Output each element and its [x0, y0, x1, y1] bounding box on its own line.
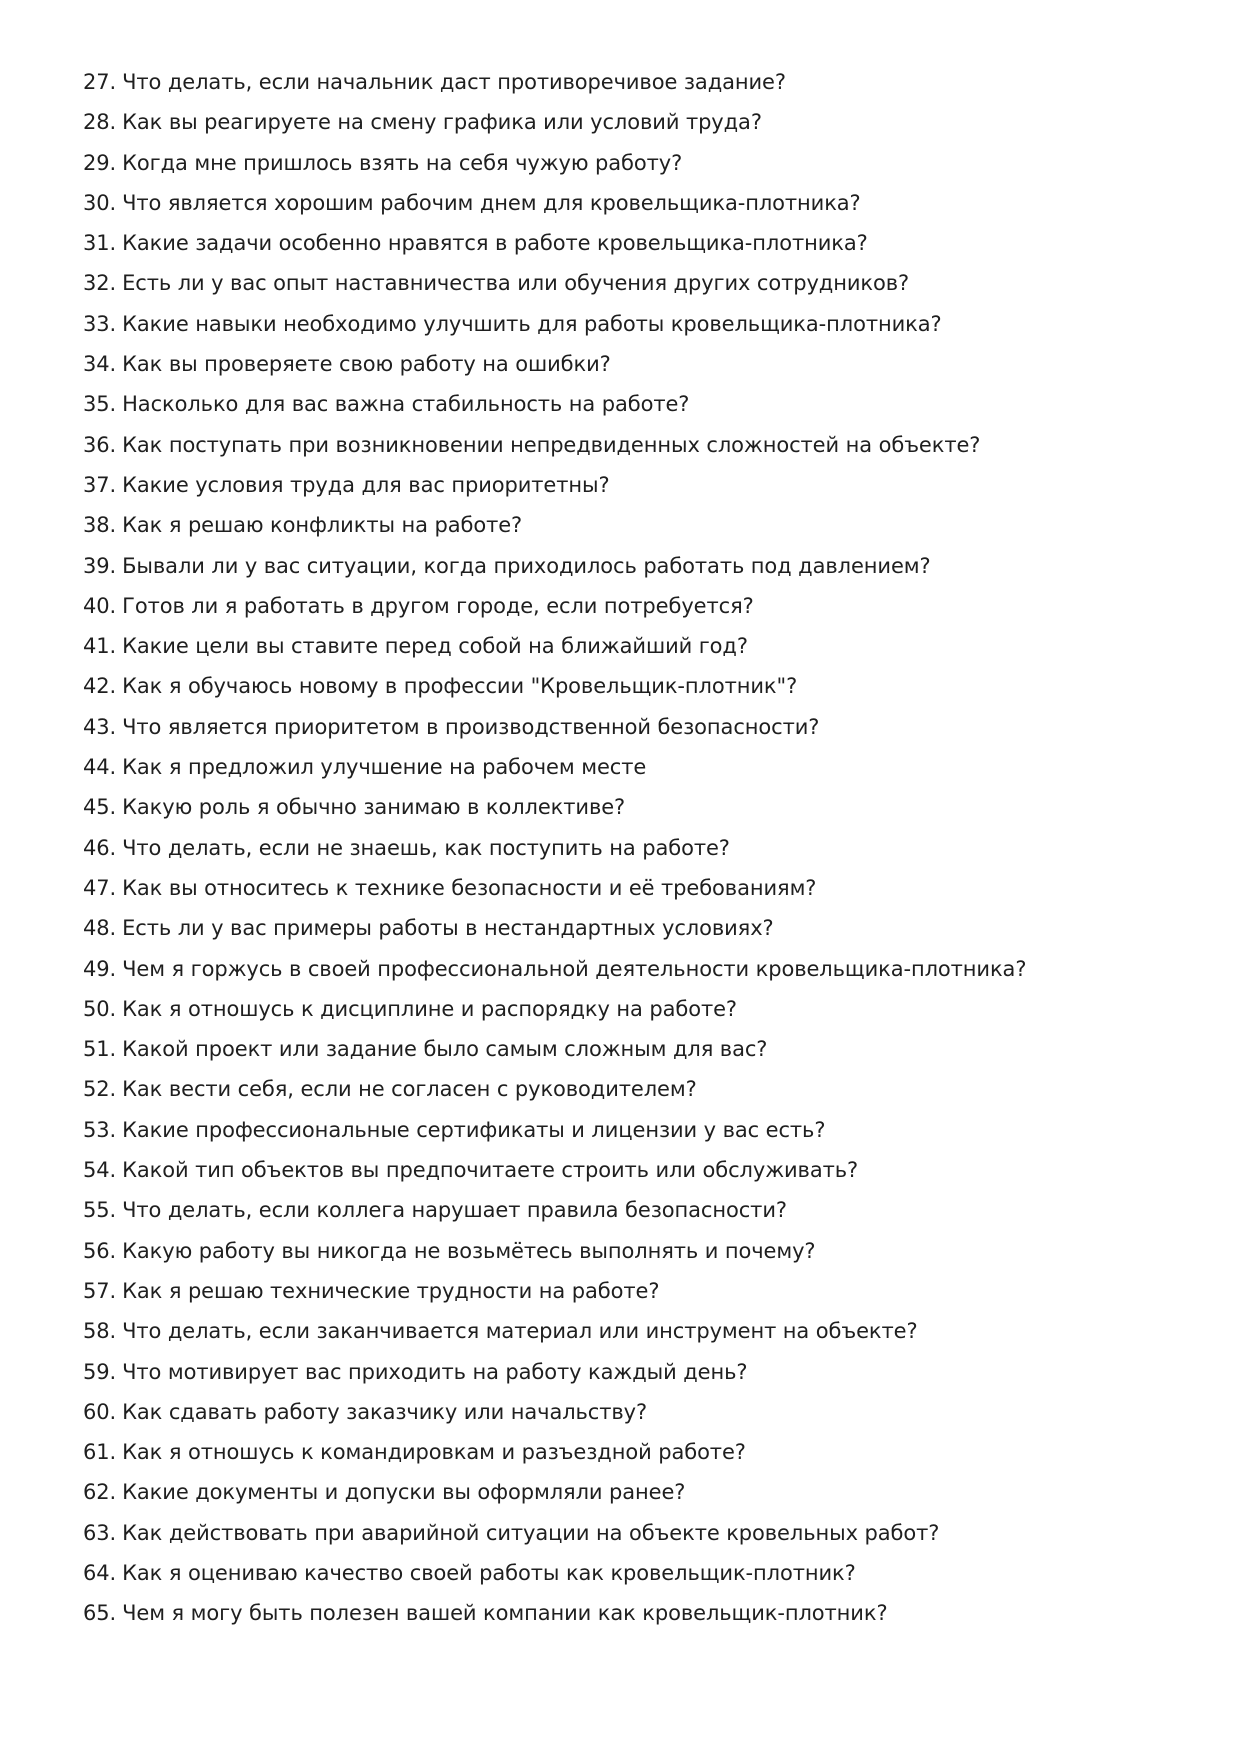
question-number: 61. — [83, 1440, 117, 1465]
question-number: 48. — [83, 916, 117, 941]
list-item — [83, 1472, 1193, 1512]
question-number: 43. — [83, 714, 117, 739]
question-number: 44. — [83, 755, 117, 780]
list-item — [83, 666, 1193, 706]
question-number: 45. — [83, 795, 117, 820]
list-item — [83, 1352, 1193, 1392]
list-item — [83, 908, 1193, 948]
list-item — [83, 586, 1193, 626]
question-text: Какой тип объектов вы предпочитаете строить или обслуживать? — [122, 1158, 859, 1183]
list-item — [83, 1231, 1193, 1271]
question-text: Какие цели вы ставите перед собой на ближайший год? — [122, 634, 748, 659]
question-number: 47. — [83, 875, 117, 900]
question-text: Как поступать при возникновении непредвиденных сложностей на объекте? — [122, 432, 981, 457]
list-item — [83, 102, 1193, 142]
question-text: Насколько для вас важна стабильность на работе? — [122, 392, 690, 417]
question-text: Какой проект или задание было самым сложным для вас? — [122, 1037, 768, 1062]
list-item — [83, 304, 1193, 344]
question-number: 38. — [83, 513, 117, 538]
list-item — [83, 62, 1193, 102]
question-text: Какие условия труда для вас приоритетны? — [122, 472, 610, 497]
question-number: 36. — [83, 432, 117, 457]
question-text: Когда мне пришлось взять на себя чужую работу? — [122, 150, 683, 175]
question-text: Чем я могу быть полезен вашей компании как кровельщик-плотник? — [122, 1601, 888, 1626]
list-item — [83, 747, 1193, 787]
question-number: 54. — [83, 1158, 117, 1183]
list-item — [83, 1513, 1193, 1553]
list-item — [83, 1271, 1193, 1311]
question-text: Какие документы и допуски вы оформляли ранее? — [122, 1480, 686, 1505]
question-list — [83, 62, 1193, 1634]
question-text: Бывали ли у вас ситуации, когда приходилось работать под давлением? — [122, 553, 931, 578]
list-item — [83, 626, 1193, 666]
question-number: 27. — [83, 70, 117, 94]
list-item — [83, 1190, 1193, 1230]
question-text: Как я решаю конфликты на работе? — [122, 513, 523, 538]
question-text: Как я отношусь к командировкам и разъездной работе? — [122, 1440, 746, 1465]
list-item — [83, 1392, 1193, 1432]
question-text: Чем я горжусь в своей профессиональной деятельности кровельщика-плотника? — [122, 956, 1027, 981]
question-number: 62. — [83, 1480, 117, 1505]
question-text: Какие профессиональные сертификаты и лицензии у вас есть? — [122, 1117, 826, 1142]
question-text: Как вы относитесь к технике безопасности и её требованиям? — [122, 875, 817, 900]
question-text: Какую роль я обычно занимаю в коллективе? — [122, 795, 626, 820]
list-item — [83, 989, 1193, 1029]
list-item — [83, 707, 1193, 747]
question-text: Как действовать при аварийной ситуации на объекте кровельных работ? — [122, 1520, 940, 1545]
question-number: 53. — [83, 1117, 117, 1142]
question-number: 35. — [83, 392, 117, 417]
question-number: 34. — [83, 352, 117, 377]
question-number: 33. — [83, 311, 117, 336]
question-number: 52. — [83, 1077, 117, 1102]
list-item — [83, 384, 1193, 424]
question-text: Как сдавать работу заказчику или начальству? — [122, 1399, 648, 1424]
question-text: Готов ли я работать в другом городе, если потребуется? — [122, 593, 754, 618]
list-item — [83, 263, 1193, 303]
question-number: 40. — [83, 593, 117, 618]
question-text: Как я оцениваю качество своей работы как кровельщик-плотник? — [122, 1560, 856, 1585]
question-number: 46. — [83, 835, 117, 860]
list-item — [83, 1432, 1193, 1472]
question-text: Что мотивирует вас приходить на работу каждый день? — [122, 1359, 748, 1384]
question-number: 32. — [83, 271, 117, 296]
question-text: Есть ли у вас примеры работы в нестандартных условиях? — [122, 916, 774, 941]
question-number: 39. — [83, 553, 117, 578]
question-text: Как вы реагируете на смену графика или условий труда? — [122, 110, 762, 135]
list-item — [83, 344, 1193, 384]
list-item — [83, 787, 1193, 827]
question-text: Как я решаю технические трудности на работе? — [122, 1278, 660, 1303]
question-text: Что делать, если коллега нарушает правила безопасности? — [122, 1198, 787, 1223]
list-item — [83, 1553, 1193, 1593]
list-item — [83, 1311, 1193, 1351]
question-number: 64. — [83, 1560, 117, 1585]
question-text: Что является хорошим рабочим днем для кровельщика-плотника? — [122, 190, 861, 215]
question-number: 58. — [83, 1319, 117, 1344]
list-item — [83, 143, 1193, 183]
question-text: Как я предложил улучшение на рабочем месте — [122, 755, 647, 780]
question-text: Как я обучаюсь новому в профессии "Кровельщик-плотник"? — [122, 674, 798, 699]
question-number: 37. — [83, 472, 117, 497]
list-item — [83, 546, 1193, 586]
list-item — [83, 949, 1193, 989]
list-item — [83, 183, 1193, 223]
list-item — [83, 425, 1193, 465]
question-text: Как вы проверяете свою работу на ошибки? — [122, 352, 611, 377]
question-text: Какие задачи особенно нравятся в работе кровельщика-плотника? — [122, 231, 868, 256]
question-number: 51. — [83, 1037, 117, 1062]
question-number: 50. — [83, 996, 117, 1021]
list-item — [83, 1110, 1193, 1150]
question-text: Что делать, если начальник даст противоречивое задание? — [122, 70, 786, 94]
question-number: 65. — [83, 1601, 117, 1626]
list-item — [83, 223, 1193, 263]
question-number: 41. — [83, 634, 117, 659]
question-number: 60. — [83, 1399, 117, 1424]
question-number: 57. — [83, 1278, 117, 1303]
question-text: Как я отношусь к дисциплине и распорядку на работе? — [122, 996, 737, 1021]
list-item — [83, 505, 1193, 545]
question-number: 31. — [83, 231, 117, 256]
question-number: 29. — [83, 150, 117, 175]
list-item — [83, 1029, 1193, 1069]
list-item — [83, 1069, 1193, 1109]
question-text: Как вести себя, если не согласен с руководителем? — [122, 1077, 697, 1102]
question-number: 63. — [83, 1520, 117, 1545]
list-item — [83, 828, 1193, 868]
list-item — [83, 1593, 1193, 1633]
list-item — [83, 1150, 1193, 1190]
question-text: Какую работу вы никогда не возьмётесь выполнять и почему? — [122, 1238, 816, 1263]
question-text: Какие навыки необходимо улучшить для работы кровельщика-плотника? — [122, 311, 942, 336]
question-text: Что делать, если заканчивается материал или инструмент на объекте? — [122, 1319, 918, 1344]
question-number: 28. — [83, 110, 117, 135]
list-item — [83, 868, 1193, 908]
question-text: Есть ли у вас опыт наставничества или обучения других сотрудников? — [122, 271, 910, 296]
question-text: Что является приоритетом в производственной безопасности? — [122, 714, 820, 739]
question-number: 56. — [83, 1238, 117, 1263]
list-item — [83, 465, 1193, 505]
question-number: 49. — [83, 956, 117, 981]
question-number: 59. — [83, 1359, 117, 1384]
question-text: Что делать, если не знаешь, как поступить на работе? — [122, 835, 730, 860]
question-number: 30. — [83, 190, 117, 215]
question-number: 55. — [83, 1198, 117, 1223]
question-number: 42. — [83, 674, 117, 699]
